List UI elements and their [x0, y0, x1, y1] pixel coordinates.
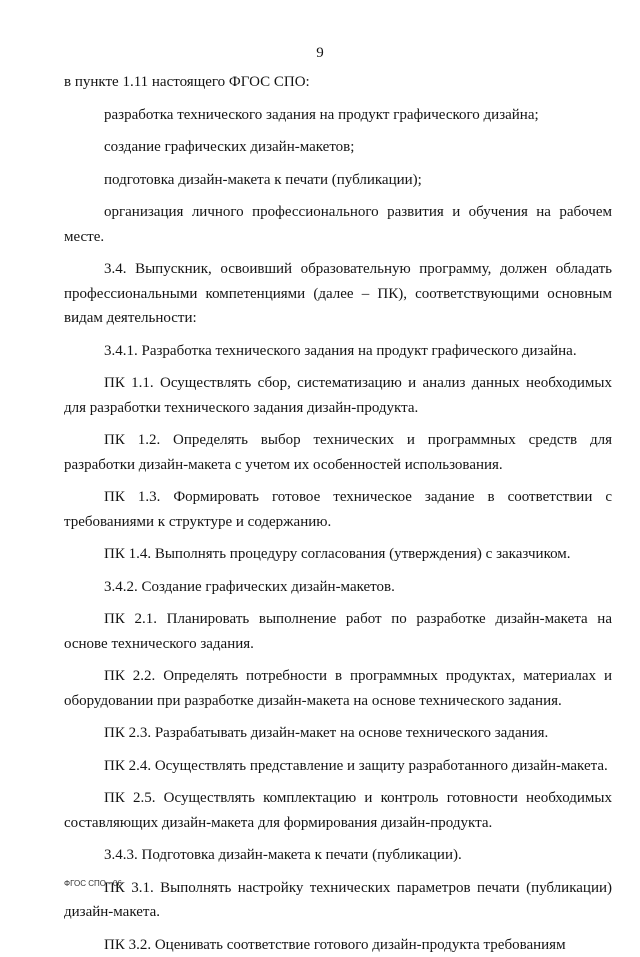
paragraph: ПК 2.2. Определять потребности в программных продуктах, материалах и оборудовании при разработке дизайн-макета на основе технического задания.: [64, 664, 612, 713]
paragraph: ПК 1.2. Определять выбор технических и программных средств для разработки дизайн-макета с учетом их особенностей использования.: [64, 428, 612, 477]
paragraph: ПК 2.1. Планировать выполнение работ по разработке дизайн-макета на основе технического задания.: [64, 607, 612, 656]
paragraph: ПК 3.2. Оценивать соответствие готового дизайн-продукта требованиям: [64, 933, 612, 957]
paragraph: в пункте 1.11 настоящего ФГОС СПО:: [64, 70, 612, 95]
paragraph: разработка технического задания на продукт графического дизайна;: [64, 103, 612, 128]
paragraph: 3.4.1. Разработка технического задания на продукт графического дизайна.: [64, 339, 612, 364]
paragraph: ПК 1.3. Формировать готовое техническое задание в соответствии с требованиями к структуре и содержанию.: [64, 485, 612, 534]
paragraph: ПК 1.4. Выполнять процедуру согласования (утверждения) с заказчиком.: [64, 542, 612, 567]
paragraph: ПК 2.5. Осуществлять комплектацию и контроль готовности необходимых составляющих дизайн-макета для формирования дизайн-продукта.: [64, 786, 612, 835]
paragraph: организация личного профессионального развития и обучения на рабочем месте.: [64, 200, 612, 249]
paragraph: ПК 3.1. Выполнять настройку технических параметров печати (публикации) дизайн-макета.: [64, 876, 612, 925]
paragraph: 3.4. Выпускник, освоивший образовательную программу, должен обладать профессиональными компетенциями (далее – ПК), соответствующими основным видам деятельности:: [64, 257, 612, 331]
footer-code: ФГОС СПО - 06: [64, 879, 122, 889]
paragraph: создание графических дизайн-макетов;: [64, 135, 612, 160]
paragraph: 3.4.3. Подготовка дизайн-макета к печати (публикации).: [64, 843, 612, 868]
paragraph: ПК 2.3. Разрабатывать дизайн-макет на основе технического задания.: [64, 721, 612, 746]
paragraph: 3.4.2. Создание графических дизайн-макетов.: [64, 575, 612, 600]
document-body: [64, 70, 612, 957]
paragraph: ПК 1.1. Осуществлять сбор, систематизацию и анализ данных необходимых для разработки технического задания дизайн-продукта.: [64, 371, 612, 420]
paragraph: ПК 2.4. Осуществлять представление и защиту разработанного дизайн-макета.: [64, 754, 612, 779]
paragraph: подготовка дизайн-макета к печати (публикации);: [64, 168, 612, 193]
page-number: 9: [0, 44, 640, 62]
